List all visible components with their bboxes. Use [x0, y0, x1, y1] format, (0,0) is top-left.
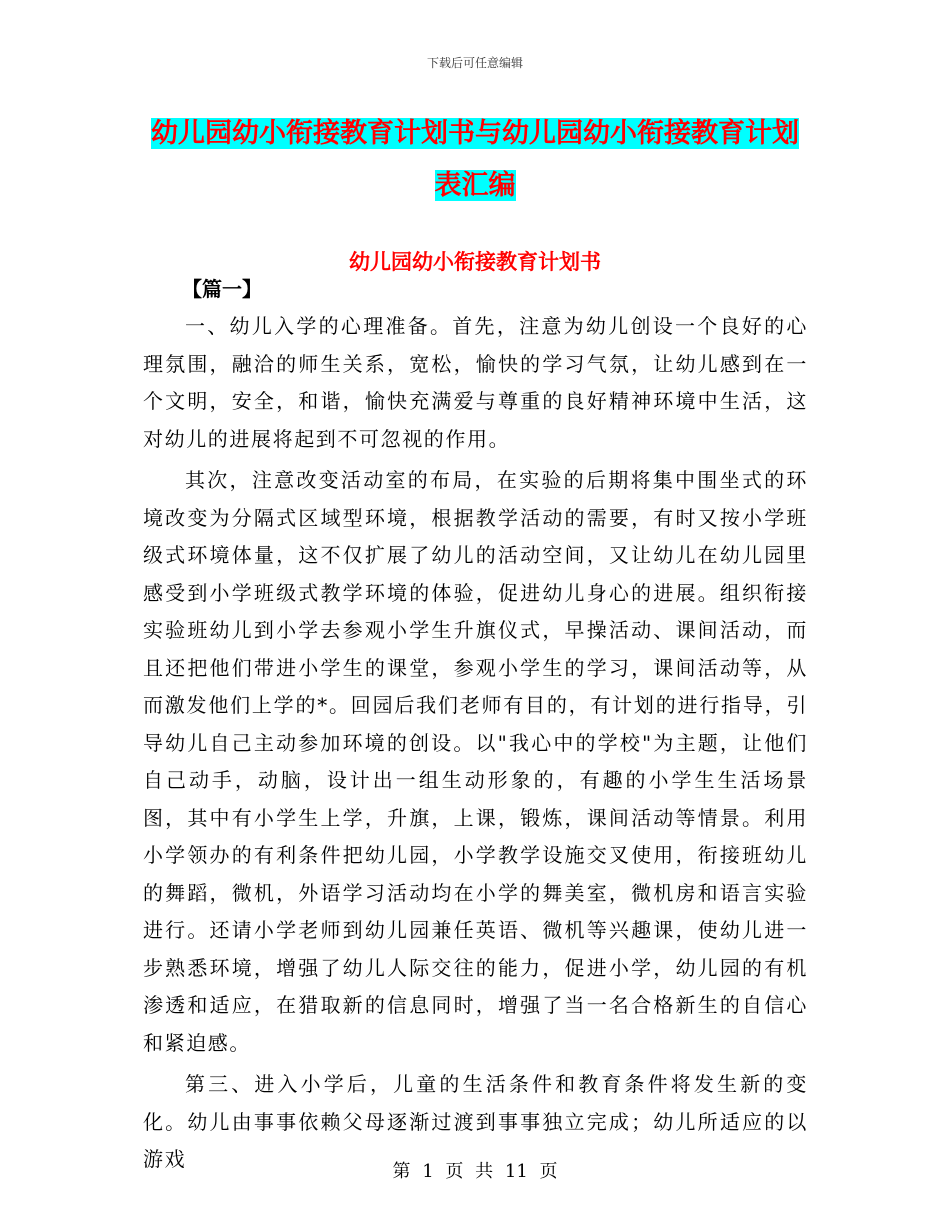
document-title-text: 幼儿园幼小衔接教育计划书与幼儿园幼小衔接教育计划表汇编 [151, 118, 799, 201]
footer-total-prefix: 共 [475, 1161, 494, 1182]
paragraph: 其次，注意改变活动室的布局，在实验的后期将集中围坐式的环境改变为分隔式区域型环境，根据教学活动的需要，有时又按小学班级式环境体量，这不仅扩展了幼儿的活动空间，又让幼儿在幼儿园里感受到小学班级式教学环境的体验，促进幼儿身心的进展。组织衔接实验班幼儿到小学去参观小学生升旗仪式，早操活动、课间活动，而且还把他们带进小学生的课堂，参观小学生的学习，课间活动等，从而激发他们上学的*。回园后我们老师有目的，有计划的进行指导，引导幼儿自己主动参加环境的创设。以"我心中的学校"为主题，让他们自己动手，动脑，设计出一组生动形象的，有趣的小学生生活场景图，其中有小学生上学，升旗，上课，锻炼，课间活动等情景。利用小学领办的有利条件把幼儿园，小学教学设施交叉使用，衔接班幼儿的舞蹈，微机，外语学习活动均在小学的舞美室，微机房和语言实验进行。还请小学老师到幼儿园兼任英语、微机等兴趣课，使幼儿进一步熟悉环境，增强了幼儿人际交往的能力，促进小学，幼儿园的有机渗透和适应，在猎取新的信息同时，增强了当一名合格新生的自信心和紧迫感。 [143, 468, 808, 1055]
footer-total-pages: 11 [504, 1161, 528, 1182]
footer-page-middle: 页 [445, 1161, 464, 1182]
header-note: 下载后可任意编辑 [426, 56, 523, 70]
footer-page-suffix: 页 [539, 1161, 558, 1182]
document-title [140, 108, 810, 212]
paragraph: 第三、进入小学后，儿童的生活条件和教育条件将发生新的变化。幼儿由事事依赖父母逐渐过渡到事事独立完成；幼儿所适应的以游戏 [143, 1072, 808, 1171]
section-title: 幼儿园幼小衔接教育计划书 [349, 250, 601, 274]
paragraph: 一、幼儿入学的心理准备。首先，注意为幼儿创设一个良好的心理氛围，融洽的师生关系，宽松，愉快的学习气氛，让幼儿感到在一个文明，安全，和谐，愉快充满爱与尊重的良好精神环境中生活，这对幼儿的进展将起到不可忽视的作用。 [143, 314, 808, 451]
footer-page-number: 1 [422, 1161, 434, 1182]
body-text [143, 308, 808, 1183]
page-footer [0, 1157, 950, 1183]
chapter-label: 【篇一】 [182, 277, 262, 301]
footer-page-prefix: 第 [392, 1161, 411, 1182]
